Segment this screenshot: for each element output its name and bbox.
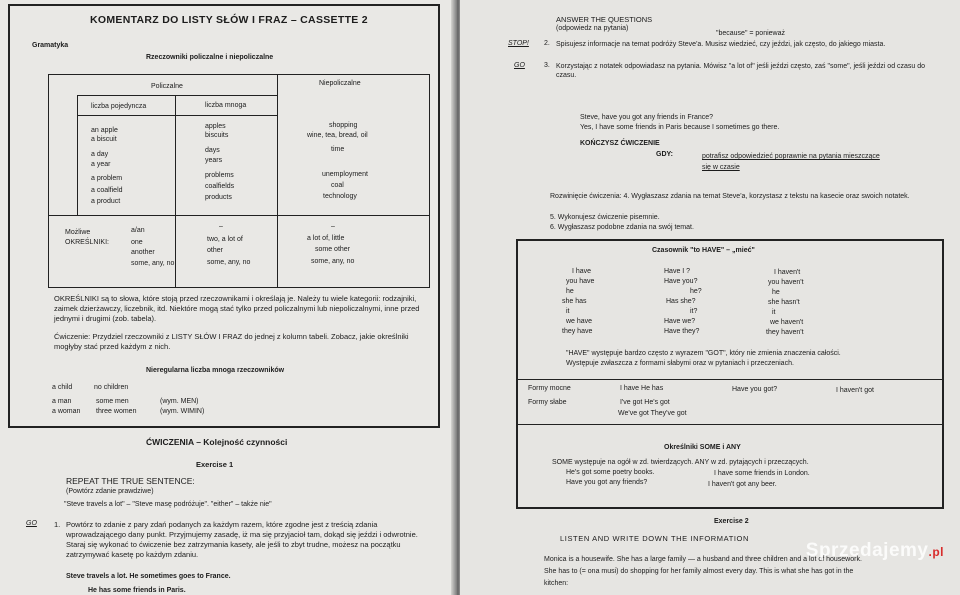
have-negative: he [772,289,780,296]
have-question: he? [690,288,702,295]
left-page [0,0,455,595]
step6-text: 6. Wygłaszasz podobne zdania na swój temat. [550,224,694,231]
det-plural-cell: some, any, no [207,259,251,266]
have-question: Have you? [664,278,698,285]
have-affirmative: I have [572,268,592,275]
table-title: Rzeczowniki policzalne i niepoliczalne [146,54,274,61]
have-question: Has she? [666,298,696,305]
uncountable-cell: technology [323,193,357,200]
header-countable: Policzalne [151,83,183,90]
plural-cell: days [205,147,220,154]
det-uncountable-cell: some, any, no [311,258,355,265]
uncountable-cell: wine, tea, bread, oil [307,132,368,139]
some-any-title: Określniki SOME i ANY [664,444,741,451]
singular-cell: an apple [91,127,118,134]
exercise1-example: "Steve travels a lot" – "Steve masę podróżuje". "either" – także nie" [64,501,272,508]
plural-cell: problems [205,172,234,179]
some-any-line: He's got some poetry books. [566,469,655,476]
gdy-text: potrafisz odpowiedzieć poprawnie na pytania mieszczące [702,153,880,160]
det-plural-cell: other [207,247,223,254]
step2-number: 2. [544,40,550,47]
exercise2-title: Exercise 2 [714,518,749,525]
det-plural-cell: two, a lot of [207,236,243,243]
step5-text: 5. Wykonujesz ćwiczenie pisemnie. [550,214,660,221]
determiners-label: OKREŚLNIKI: [65,239,109,246]
example-line: He has some friends in Paris. [88,587,186,594]
weak-forms-label: Formy słabe [528,399,567,406]
have-affirmative: she has [562,298,587,305]
stop-marker: STOP! [508,40,529,47]
plural-cell: products [205,194,232,201]
exercise2-heading: LISTEN AND WRITE DOWN THE INFORMATION [560,534,750,543]
dialog-answer: Yes, I have some friends in Paris because I sometimes go there. [580,124,780,131]
weak-form: I've got He's got [620,399,670,406]
have-grammar-box [516,239,944,509]
singular-cell: a year [91,161,111,168]
some-any-line: I have some friends in London. [714,470,810,477]
grammar-frame [8,4,440,428]
singular-cell: a coalfield [91,187,123,194]
singular-cell: a problem [91,175,123,182]
plural-cell: apples [205,123,226,130]
go-marker: GO [514,62,525,69]
weak-form: We've got They've got [618,410,687,417]
det-plural-cell: – [219,223,223,230]
uncountable-cell: shopping [329,122,358,129]
have-negative: it [772,309,776,316]
singular-cell: a product [91,198,121,205]
page-title: KOMENTARZ DO LISTY SŁÓW I FRAZ – CASSETTE 2 [90,14,368,26]
got-note: "HAVE" występuje bardzo często z wyrazem "GOT", który nie zmienia znaczenia całości. [566,350,841,357]
watermark: Sprzedajemy.pl [805,540,944,561]
gdy-label: GDY: [656,151,673,158]
have-question: Have we? [664,318,696,325]
have-negative: she hasn't [768,299,800,306]
have-affirmative: they have [562,328,593,335]
have-negative: we haven't [770,319,804,326]
header-singular: liczba pojedyncza [91,103,147,110]
answer-heading: ANSWER THE QUESTIONS [556,15,653,24]
step1-text: Powtórz to zdanie z pary zdań podanych za każdym razem, które zgodne jest z treścią zdania wprowadzającego dany punkt. Przyjmujemy zasadę, iż ma się przyjacioł tam, dokąd się jeździ i odwrotnie. Staraj się wykonać to ćwiczenie bez zatrzymania kasety, ale jeśli to zbyt trudne, możesz na początku zatrzymywać kasetę po każdym zdaniu. [66,520,418,559]
exercise1-title: Exercise 1 [196,460,234,469]
some-any-line: Have you got any friends? [566,479,648,486]
uncountable-cell: coal [331,182,344,189]
extension-text: Rozwinięcie ćwiczenia: 4. Wygłaszasz zdania na temat Steve'a, korzystasz z tekstu na kasecie oraz swoich notatek. [550,193,910,200]
exercise1-heading: REPEAT THE TRUE SENTENCE: [66,476,195,486]
nouns-table [48,74,430,288]
some-any-line: I haven't got any beer. [708,481,777,488]
step3-number: 3. [544,62,550,69]
strong-form: I have He has [620,385,664,392]
determiners-label: Możliwe [65,229,91,236]
answer-sub: (odpowiedz na pytania) [556,25,629,32]
have-affirmative: he [566,288,574,295]
irregular-sg: a man [52,398,72,405]
exercise-note: Ćwiczenie: Przydziel rzeczowniki z LISTY SŁÓW I FRAZ do jednej z kolumn tabeli. Zobacz, jakie określniki mogłyby stać przed każdym z nich. [54,332,409,351]
header-uncountable: Niepoliczalne [319,80,361,87]
irregular-pl: some men [96,398,129,405]
singular-cell: a day [91,151,109,158]
right-page [460,0,960,595]
monica-text: She has to (= ona musi) do shopping for her family almost every day. This is what she has got in the [544,568,854,575]
have-question: Have I ? [664,268,691,275]
have-question: Have they? [664,328,700,335]
irregular-note: (wym. MEN) [160,398,199,405]
go-marker: GO [26,520,37,527]
strong-form: I haven't got [836,387,874,394]
irregular-title: Nieregularna liczba mnoga rzeczowników [146,367,285,374]
header-plural: liczba mnoga [205,102,247,109]
have-negative: you haven't [768,279,804,286]
uncountable-cell: time [331,146,345,153]
have-question: it? [690,308,698,315]
step1-number: 1. [54,520,61,529]
have-title: Czasownik "to HAVE" – „mieć" [652,247,755,254]
have-affirmative: it [566,308,570,315]
have-affirmative: you have [566,278,595,285]
uncountable-cell: unemployment [322,171,368,178]
det-singular-cell: a/an [131,227,145,234]
have-negative: they haven't [766,329,804,336]
det-singular-cell: one [131,239,143,246]
monica-text: Monica is a housewife. She has a large family — a husband and three children and a lot of housework. [544,556,862,563]
determiners-note: OKREŚLNIKI są to słowa, które stoją przed rzeczownikami i określają je. Należy tu wiele kategorii: rodzajniki, zaimek dzierżawczy, liczebnik, itd. Niektóre mogą stać tylko przed policzalnymi lub niepoliczalnymi, inne przed jednymi i drugimi (zob. tabela). [54,294,420,323]
det-singular-cell: some, any, no [131,260,175,267]
det-uncountable-cell: a lot of, little [307,235,345,242]
example-line: Steve travels a lot. He sometimes goes to France. [66,573,231,580]
det-uncountable-cell: some other [315,246,351,253]
plural-cell: biscuits [205,132,229,139]
irregular-pl: no children [94,384,129,391]
det-uncountable-cell: – [331,223,335,230]
exercises-title: ĆWICZENIA – Kolejność czynności [146,437,288,447]
irregular-sg: a woman [52,408,81,415]
plural-cell: coalfields [205,183,235,190]
section-label: Gramatyka [32,42,69,49]
have-affirmative: we have [566,318,593,325]
irregular-pl: three women [96,408,137,415]
irregular-sg: a child [52,384,73,391]
some-any-line: SOME występuje na ogół w zd. twierdzących. ANY w zd. pytających i przeczących. [552,459,809,466]
singular-cell: a biscuit [91,136,117,143]
because-note: "because" = ponieważ [716,30,785,37]
exercise1-sub: (Powtórz zdanie prawdziwe) [66,488,154,495]
dialog-question: Steve, have you got any friends in France? [580,114,714,121]
gdy-text: się w czasie [702,164,740,171]
got-note: Występuje zwłaszcza z formami słabymi oraz w pytaniach i przeczeniach. [566,360,794,367]
monica-text: kitchen: [544,580,569,587]
det-singular-cell: another [131,249,155,256]
strong-form: Have you got? [732,386,778,393]
step2-text: Spisujesz informacje na temat podróży Steve'a. Musisz wiedzieć, czy jeździ, jak często, do jakiego miasta. [556,41,886,48]
strong-forms-label: Formy mocne [528,385,571,392]
irregular-note: (wym. WIMIN) [160,408,205,415]
have-negative: I haven't [774,269,801,276]
step3-text: Korzystając z notatek odpowiadasz na pytania. Mówisz "a lot of" jeśli jeździ często, zaś "some", jeśli jeździ od czasu do czasu. [556,63,926,79]
konczysz-title: KOŃCZYSZ ĆWICZENIE [580,140,660,147]
plural-cell: years [205,157,223,164]
